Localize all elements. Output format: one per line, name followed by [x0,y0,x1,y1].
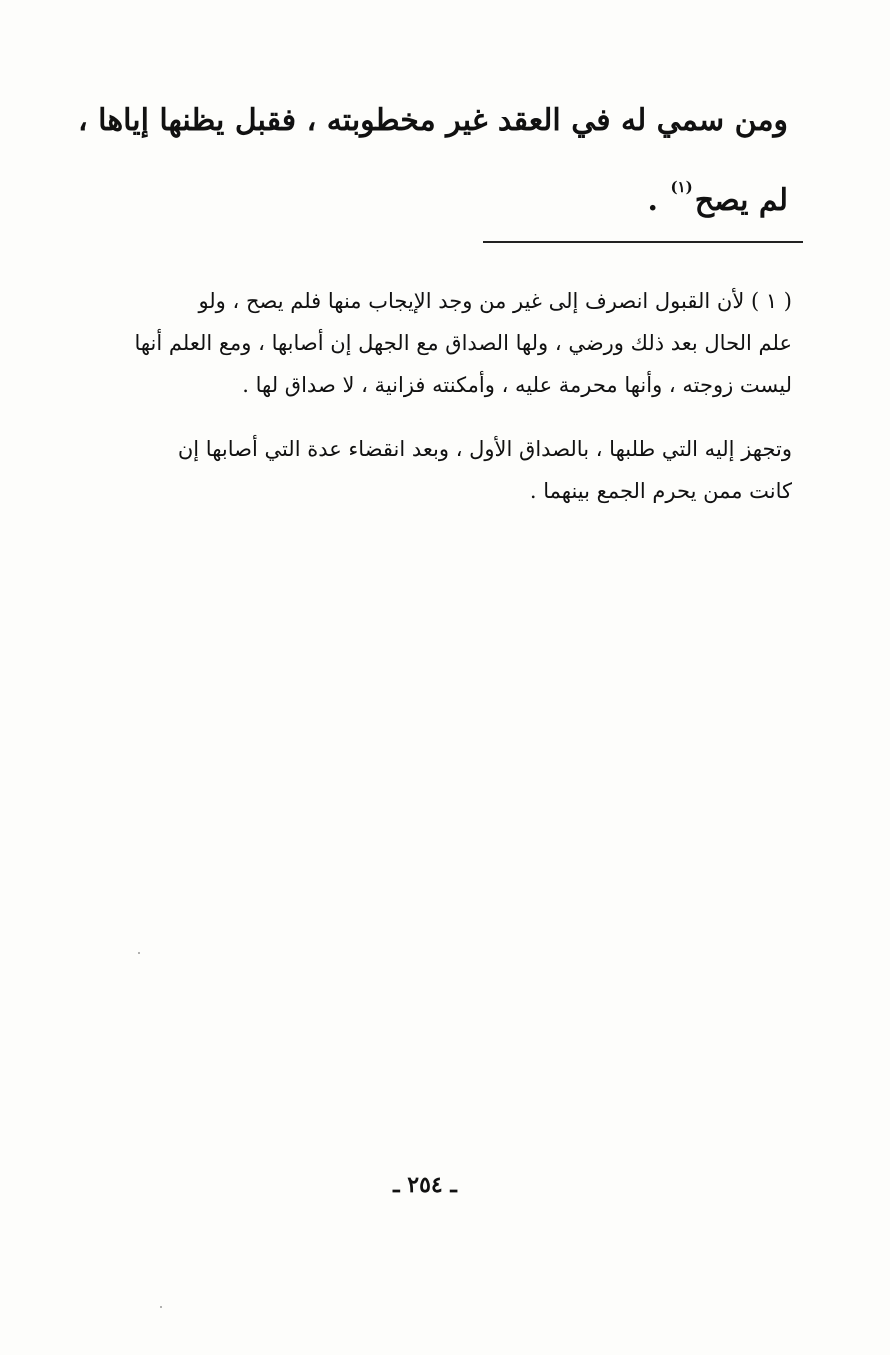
main-text [70,88,788,234]
footnote-line: وتجهز إليه التي طلبها ، بالصداق الأول ، وبعد انقضاء عدة التي أصابها إن [177,437,792,461]
footnote-marker: (١) [670,178,693,196]
footnote-paragraph [62,428,792,512]
footnote-section [62,280,792,512]
main-text-line [70,154,788,234]
main-text-line: ومن سمي له في العقد غير مخطوبته ، فقبل يظنها إياها ، [78,103,788,138]
page-number: ـ ٢٥٤ ـ [393,1172,457,1198]
main-text-fragment: . [647,183,669,218]
footnote-line: علم الحال بعد ذلك ورضي ، ولها الصداق مع الجهل إن أصابها ، ومع العلم أنها [134,331,792,355]
main-text-fragment: لم يصح [694,183,788,218]
scan-speck [138,952,140,954]
footnote-paragraph [62,280,792,406]
footnote-line: ليست زوجته ، وأنها محرمة عليه ، وأمكنته فزانية ، لا صداق لها . [242,373,792,397]
footnote-separator [483,241,803,243]
scan-speck [160,1306,162,1308]
footnote-line: كانت ممن يحرم الجمع بينهما . [529,479,792,503]
footnote-line: ( ١ ) لأن القبول انصرف إلى غير من وجد الإيجاب منها فلم يصح ، ولو [198,289,792,313]
